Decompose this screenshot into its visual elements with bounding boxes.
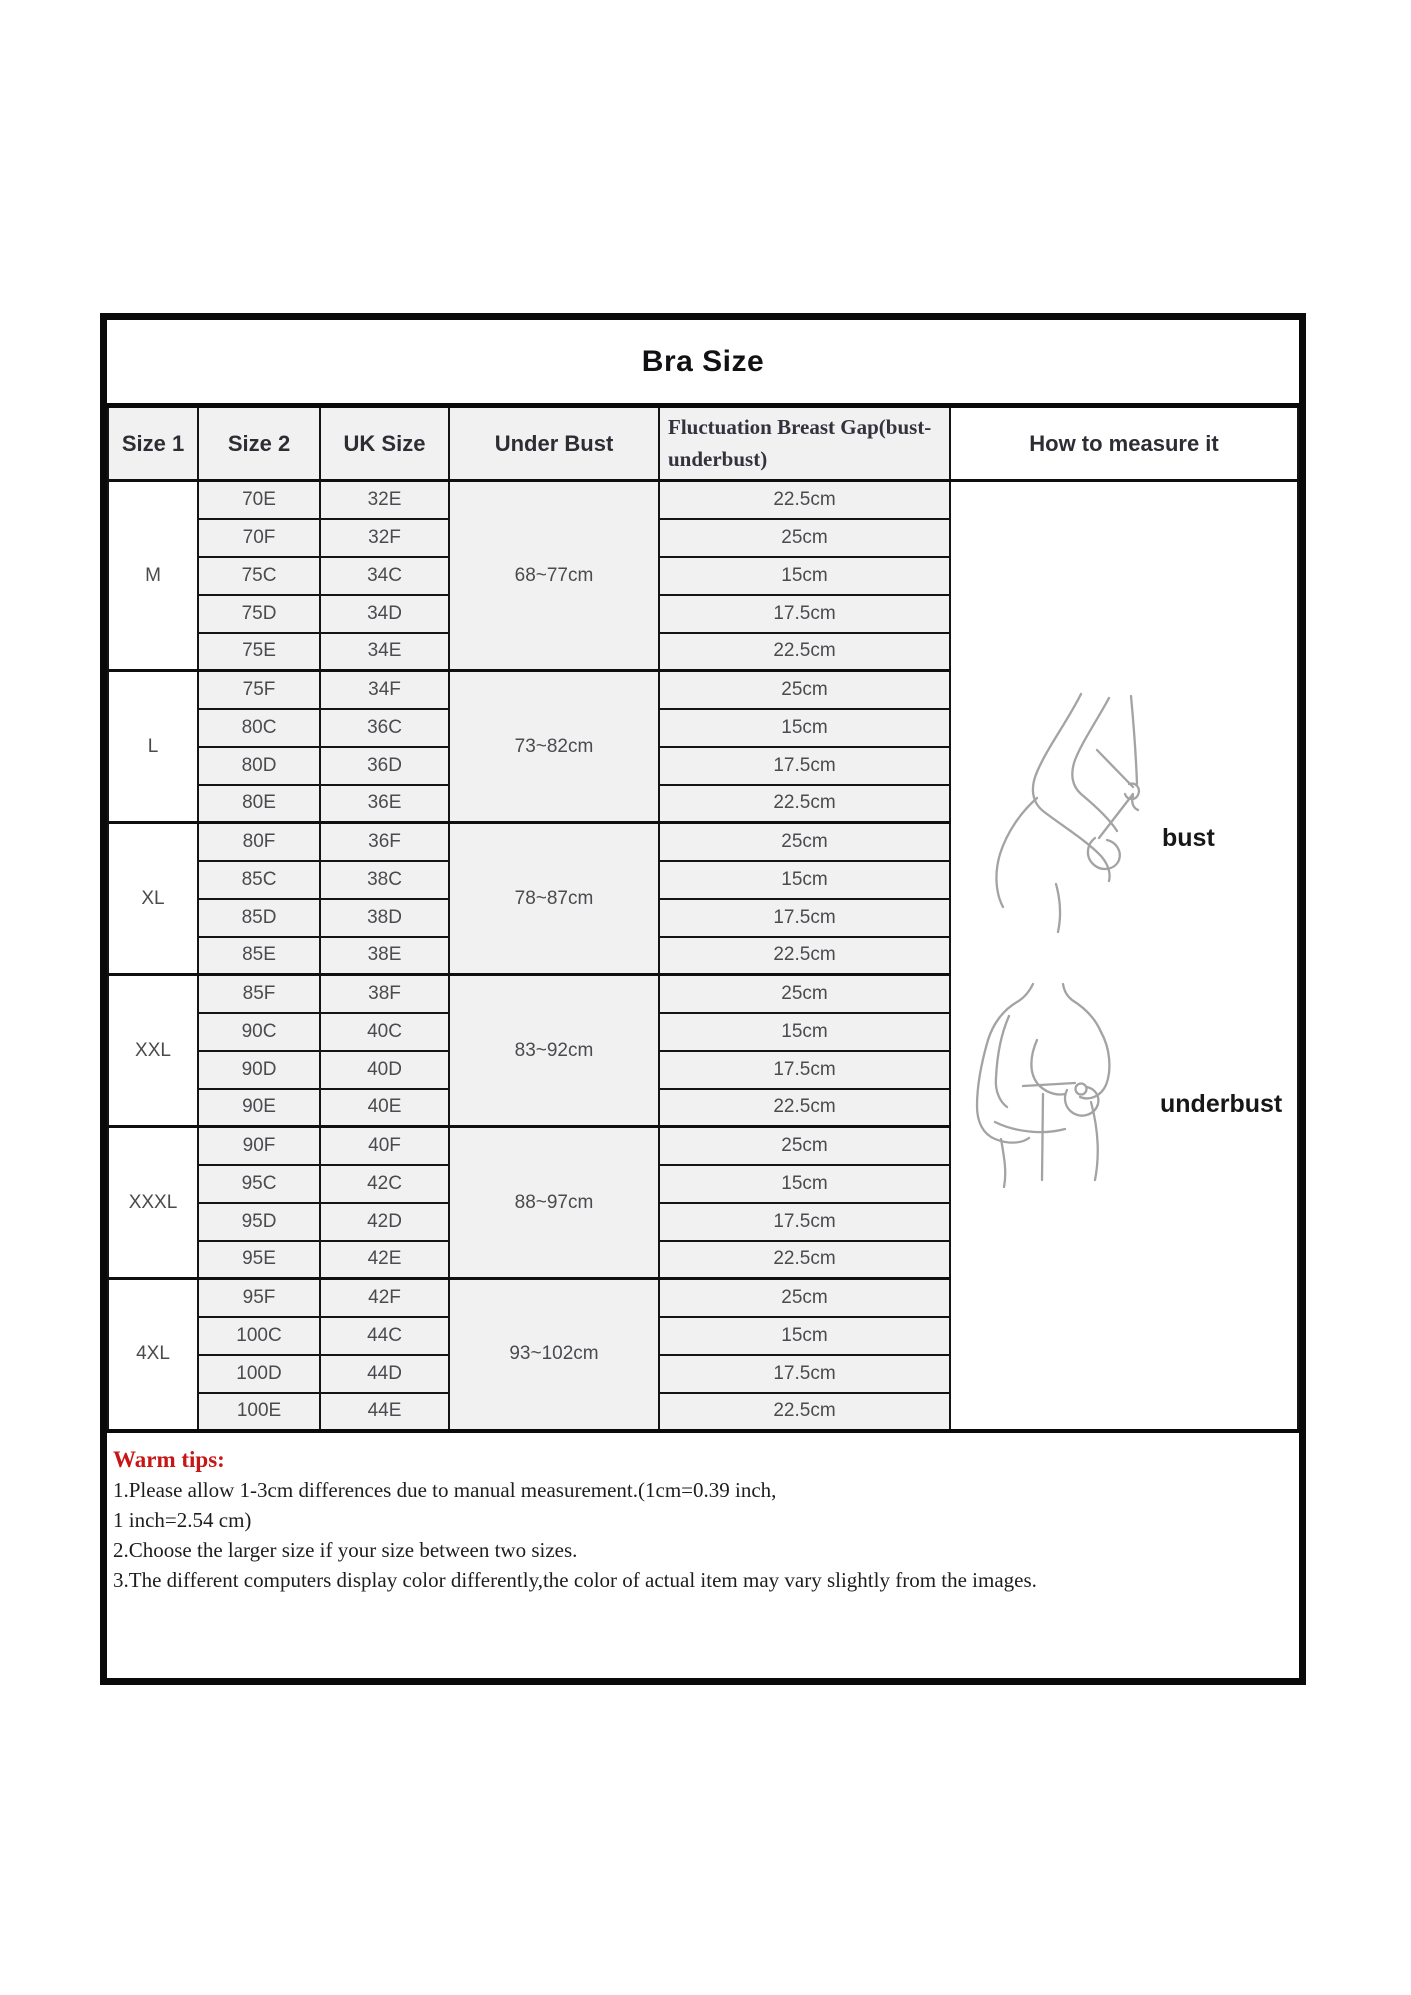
uk-size-cell: 42D [320,1203,449,1241]
bust-measurement-illustration [983,688,1148,988]
gap-cell: 17.5cm [659,1051,950,1089]
uk-size-cell: 42E [320,1241,449,1279]
size2-cell: 90D [198,1051,320,1089]
gap-cell: 17.5cm [659,899,950,937]
uk-size-cell: 42C [320,1165,449,1203]
under-bust-cell: 73~82cm [449,671,659,823]
uk-size-cell: 34D [320,595,449,633]
header-uk-size: UK Size [320,406,449,481]
size1-group-cell: M [108,481,198,671]
uk-size-cell: 36D [320,747,449,785]
gap-cell: 15cm [659,1013,950,1051]
tip-line-4: 3.The different computers display color differently,the color of actual item may vary slightly from the images. [113,1567,1037,1592]
tip-line-1: 1.Please allow 1-3cm differences due to manual measurement.(1cm=0.39 inch, [113,1477,777,1502]
uk-size-cell: 38E [320,937,449,975]
gap-cell: 15cm [659,557,950,595]
table-row [108,481,1298,519]
size-chart-panel [100,313,1306,1685]
size2-cell: 80D [198,747,320,785]
uk-size-cell: 34C [320,557,449,595]
gap-cell: 15cm [659,709,950,747]
size1-group-cell: 4XL [108,1279,198,1431]
uk-size-cell: 38C [320,861,449,899]
header-size1: Size 1 [108,406,198,481]
gap-cell: 22.5cm [659,1393,950,1431]
gap-cell: 22.5cm [659,785,950,823]
gap-cell: 25cm [659,823,950,861]
uk-size-cell: 44C [320,1317,449,1355]
gap-cell: 17.5cm [659,595,950,633]
uk-size-cell: 40C [320,1013,449,1051]
gap-cell: 15cm [659,861,950,899]
under-bust-cell: 78~87cm [449,823,659,975]
header-fluctuation-gap: Fluctuation Breast Gap(bust-underbust) [659,406,950,481]
size2-cell: 85F [198,975,320,1013]
size2-cell: 70E [198,481,320,519]
gap-cell: 22.5cm [659,481,950,519]
header-under-bust: Under Bust [449,406,659,481]
gap-cell: 25cm [659,671,950,709]
bust-figure-block [983,688,1215,988]
size2-cell: 100E [198,1393,320,1431]
size2-cell: 100D [198,1355,320,1393]
size2-cell: 95C [198,1165,320,1203]
size2-cell: 85D [198,899,320,937]
size-table-body [108,481,1298,1431]
size2-cell: 95F [198,1279,320,1317]
size2-cell: 90E [198,1089,320,1127]
size2-cell: 75F [198,671,320,709]
under-bust-cell: 83~92cm [449,975,659,1127]
underbust-figure-block [971,982,1282,1227]
uk-size-cell: 42F [320,1279,449,1317]
size2-cell: 90F [198,1127,320,1165]
size2-cell: 95E [198,1241,320,1279]
uk-size-cell: 34F [320,671,449,709]
tip-line-3: 2.Choose the larger size if your size between two sizes. [113,1537,578,1562]
under-bust-cell: 88~97cm [449,1127,659,1279]
size2-cell: 85E [198,937,320,975]
size2-cell: 80F [198,823,320,861]
uk-size-cell: 38F [320,975,449,1013]
gap-cell: 17.5cm [659,1203,950,1241]
gap-cell: 22.5cm [659,633,950,671]
tip-line-2: 1 inch=2.54 cm) [113,1507,252,1532]
size1-group-cell: XXL [108,975,198,1127]
uk-size-cell: 40E [320,1089,449,1127]
size2-cell: 85C [198,861,320,899]
size2-cell: 70F [198,519,320,557]
gap-cell: 15cm [659,1165,950,1203]
size1-group-cell: XL [108,823,198,975]
gap-cell: 25cm [659,1127,950,1165]
uk-size-cell: 40F [320,1127,449,1165]
uk-size-cell: 44D [320,1355,449,1393]
gap-cell: 25cm [659,519,950,557]
gap-cell: 25cm [659,975,950,1013]
uk-size-cell: 36F [320,823,449,861]
gap-cell: 17.5cm [659,747,950,785]
size1-group-cell: XXXL [108,1127,198,1279]
size2-cell: 75C [198,557,320,595]
uk-size-cell: 32E [320,481,449,519]
gap-cell: 22.5cm [659,937,950,975]
how-to-measure-illustrations [951,482,1297,1429]
size1-group-cell: L [108,671,198,823]
size2-cell: 95D [198,1203,320,1241]
gap-cell: 22.5cm [659,1241,950,1279]
uk-size-cell: 44E [320,1393,449,1431]
gap-cell: 22.5cm [659,1089,950,1127]
gap-cell: 25cm [659,1279,950,1317]
size2-cell: 80E [198,785,320,823]
size2-cell: 75D [198,595,320,633]
size2-cell: 80C [198,709,320,747]
table-header-row [108,406,1298,481]
uk-size-cell: 38D [320,899,449,937]
measure-cell [950,481,1298,1431]
underbust-measurement-illustration [971,982,1146,1227]
size2-cell: 100C [198,1317,320,1355]
gap-cell: 15cm [659,1317,950,1355]
header-size2: Size 2 [198,406,320,481]
under-bust-cell: 93~102cm [449,1279,659,1431]
uk-size-cell: 36E [320,785,449,823]
size2-cell: 90C [198,1013,320,1051]
gap-cell: 17.5cm [659,1355,950,1393]
header-how-to-measure: How to measure it [950,406,1298,481]
uk-size-cell: 34E [320,633,449,671]
uk-size-cell: 40D [320,1051,449,1089]
bra-size-table [107,403,1299,1433]
size2-cell: 75E [198,633,320,671]
uk-size-cell: 36C [320,709,449,747]
page-title: Bra Size [641,345,765,378]
underbust-label: underbust [1160,1090,1283,1118]
warm-tips-section [107,1433,1299,1595]
uk-size-cell: 32F [320,519,449,557]
under-bust-cell: 68~77cm [449,481,659,671]
bust-label: bust [1162,823,1215,852]
warm-tips-heading: Warm tips: [113,1446,225,1472]
